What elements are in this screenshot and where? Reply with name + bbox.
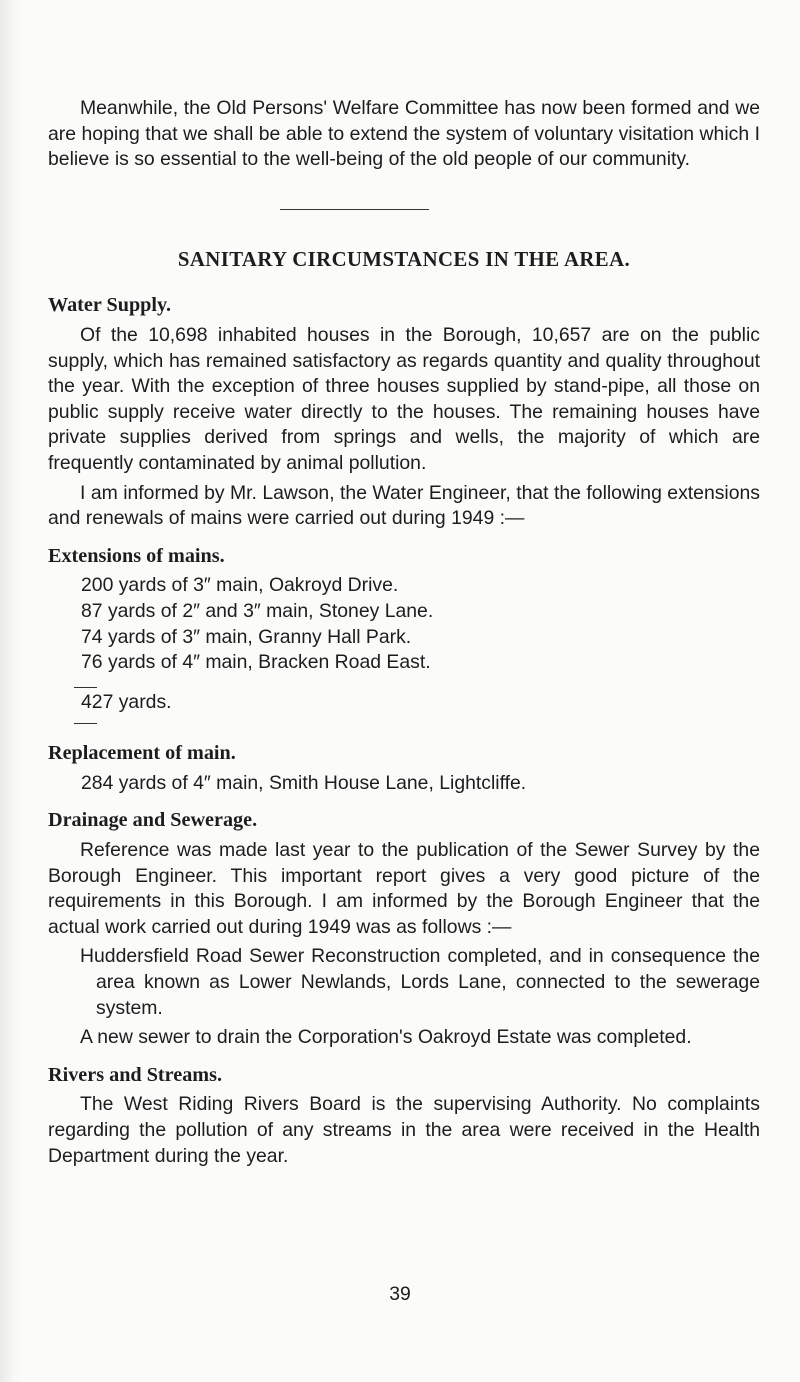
page-edge-shadow xyxy=(0,0,22,1382)
page-content xyxy=(48,96,760,1169)
drainage-heading: Drainage and Sewerage. xyxy=(48,809,258,832)
rivers-heading: Rivers and Streams. xyxy=(48,1063,223,1086)
page-number: 39 xyxy=(389,1283,411,1305)
replacement-item: 284 yards of 4″ main, Smith House Lane, Lightcliffe. xyxy=(81,771,527,794)
extension-item: 87 yards of 2″ and 3″ main, Stoney Lane. xyxy=(81,599,434,622)
water-supply-heading: Water Supply. xyxy=(48,294,172,317)
page-title: SANITARY CIRCUMSTANCES IN THE AREA. xyxy=(177,247,631,271)
extension-item: 74 yards of 3″ main, Granny Hall Park. xyxy=(81,625,412,648)
intro-paragraph: Meanwhile, the Old Persons' Welfare Committee has now been formed and we are hoping that we shall be able to extend the system of voluntary visitation which I believe is so essential to the well-being of the old people of our community. xyxy=(48,97,760,171)
extensions-heading: Extensions of mains. xyxy=(48,544,225,567)
drainage-work-item: Huddersfield Road Sewer Reconstruction completed, and in consequence the area known as Lower Newlands, Lords Lane, connected to the sewerage system. xyxy=(80,945,760,1019)
drainage-paragraph: Reference was made last year to the publication of the Sewer Survey by the Borough Engineer. This important report gives a very good picture of the requirements in this Borough. I am informed by the Borough Engineer that the actual work carried out during 1949 was as follows :— xyxy=(48,839,760,938)
drainage-work-item: A new sewer to drain the Corporation's Oakroyd Estate was completed. xyxy=(80,1026,692,1049)
replacement-heading: Replacement of main. xyxy=(48,742,236,765)
extensions-total: 427 yards. xyxy=(81,690,172,713)
extension-item: 76 yards of 4″ main, Bracken Road East. xyxy=(81,651,431,674)
rivers-paragraph: The West Riding Rivers Board is the supervising Authority. No complaints regarding the pollution of any streams in the area were received in the Health Department during the year. xyxy=(48,1093,760,1167)
water-supply-paragraph-1: Of the 10,698 inhabited houses in the Borough, 10,657 are on the public supply, which has remained satisfactory as regards quantity and quality throughout the year. With the exception of three houses supplied by stand-pipe, all those on public supply receive water directly to the houses. The remaining houses have private supplies derived from springs and wells, the majority of which are frequently contaminated by animal pollution. xyxy=(48,323,760,474)
water-supply-paragraph-2: I am informed by Mr. Lawson, the Water Engineer, that the following extensions and renewals of mains were carried out during 1949 :— xyxy=(48,481,760,530)
extension-item: 200 yards of 3″ main, Oakroyd Drive. xyxy=(81,574,399,597)
